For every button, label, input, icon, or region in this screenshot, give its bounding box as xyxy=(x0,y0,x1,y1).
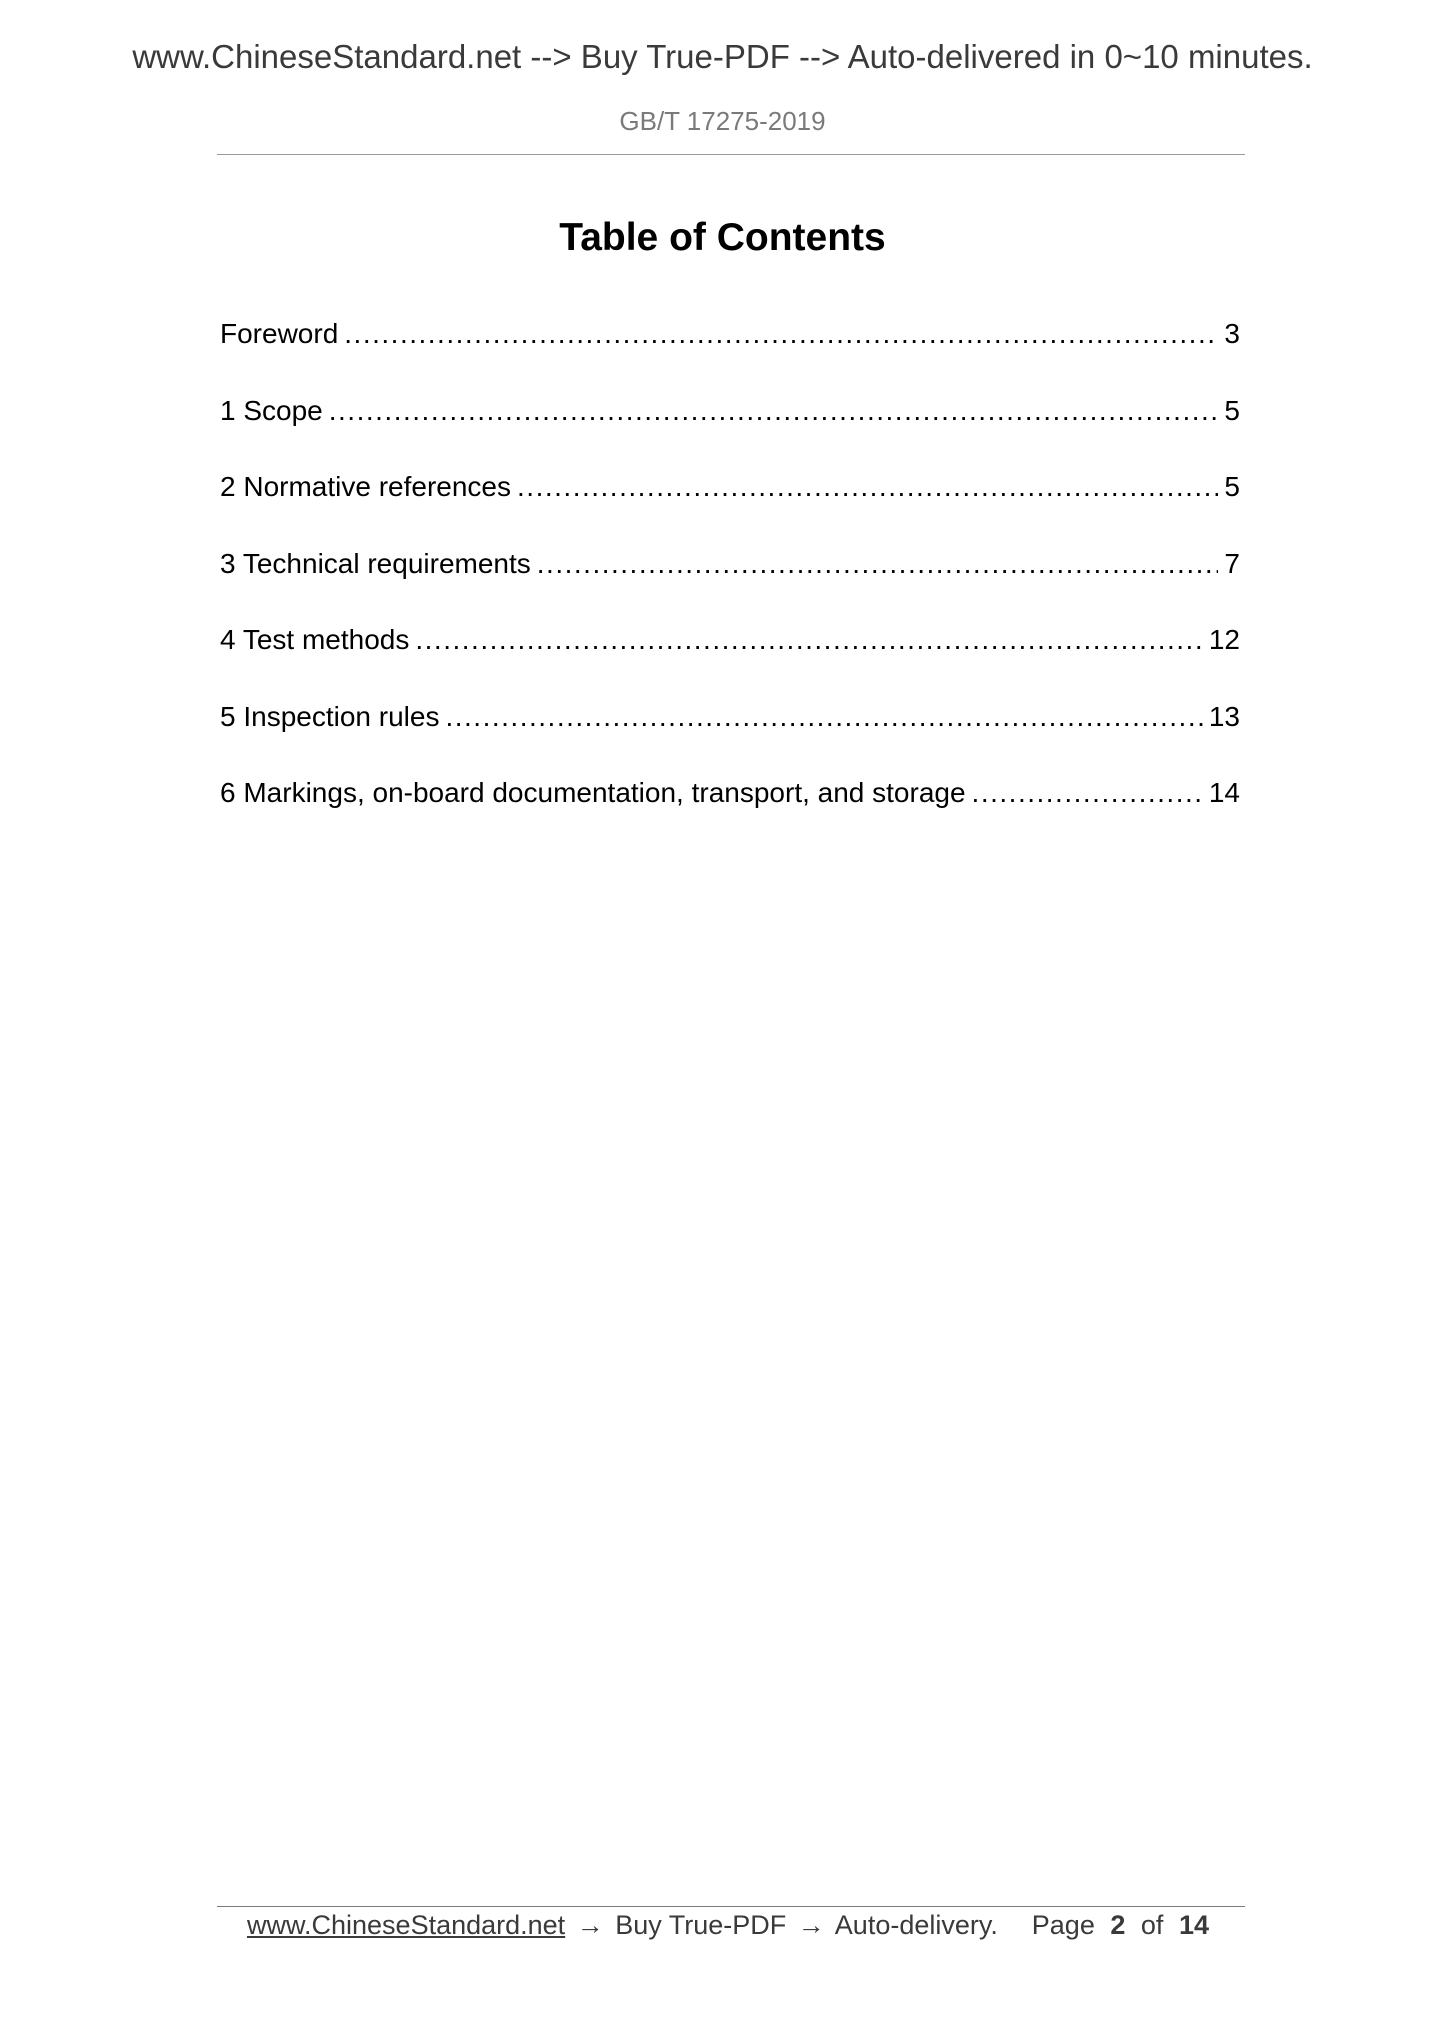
arrow-right-icon: → xyxy=(797,1910,825,1940)
footer-site-link[interactable]: www.ChineseStandard.net xyxy=(247,1910,566,1940)
toc-entry-page: 14 xyxy=(1208,777,1240,808)
toc-entry-label: 1 Scope xyxy=(220,394,323,426)
toc-leader-dots xyxy=(972,775,1203,811)
page-footer xyxy=(247,1910,1227,1950)
toc-entry-inspection-rules[interactable] xyxy=(220,699,1240,776)
page-total: 14 xyxy=(1178,1910,1209,1940)
document-code: GB/T 17275-2019 xyxy=(619,106,826,136)
toc-entry-page: 5 xyxy=(1224,394,1240,426)
toc-entry-label: 6 Markings, on-board documentation, transport, and storage xyxy=(220,777,966,808)
toc-leader-dots xyxy=(537,546,1219,582)
toc-entry-markings[interactable] xyxy=(220,775,1240,852)
arrow-right-icon: → xyxy=(576,1910,604,1940)
toc-entry-label: 2 Normative references xyxy=(220,471,512,502)
of-word: of xyxy=(1140,1910,1164,1940)
toc-entry-test-methods[interactable] xyxy=(220,622,1240,699)
footer-divider xyxy=(217,1906,1245,1907)
toc-entry-technical-requirements[interactable] xyxy=(220,546,1240,623)
toc-leader-dots xyxy=(445,699,1202,735)
toc-list xyxy=(220,316,1240,852)
toc-entry-page: 5 xyxy=(1224,471,1240,502)
toc-leader-dots xyxy=(329,393,1219,429)
header-divider xyxy=(217,154,1245,155)
toc-leader-dots xyxy=(344,316,1218,352)
top-banner: www.ChineseStandard.net --> Buy True-PDF --> Auto-delivered in 0~10 minutes. xyxy=(132,38,1313,75)
toc-entry-label: 4 Test methods xyxy=(220,624,410,655)
toc-entry-foreword[interactable] xyxy=(220,316,1240,393)
footer-promo xyxy=(247,1910,998,1941)
toc-entry-scope[interactable] xyxy=(220,393,1240,470)
footer-delivery-text: Auto-delivery. xyxy=(834,1910,998,1940)
toc-entry-normative-references[interactable] xyxy=(220,469,1240,546)
toc-entry-label: Foreword xyxy=(220,318,339,349)
toc-entry-page: 3 xyxy=(1224,318,1240,349)
toc-entry-page: 13 xyxy=(1208,700,1240,732)
page-number xyxy=(1032,1910,1217,1941)
page-current: 2 xyxy=(1110,1910,1126,1940)
footer-buy-text: Buy True-PDF xyxy=(615,1910,787,1940)
toc-entry-label: 5 Inspection rules xyxy=(220,700,440,732)
toc-title: Table of Contents xyxy=(559,216,886,259)
page-word: Page xyxy=(1031,1910,1095,1940)
toc-entry-page: 7 xyxy=(1224,547,1240,579)
toc-entry-page: 12 xyxy=(1208,624,1240,655)
toc-leader-dots xyxy=(415,622,1202,658)
toc-entry-label: 3 Technical requirements xyxy=(220,547,531,579)
toc-leader-dots xyxy=(517,469,1218,505)
